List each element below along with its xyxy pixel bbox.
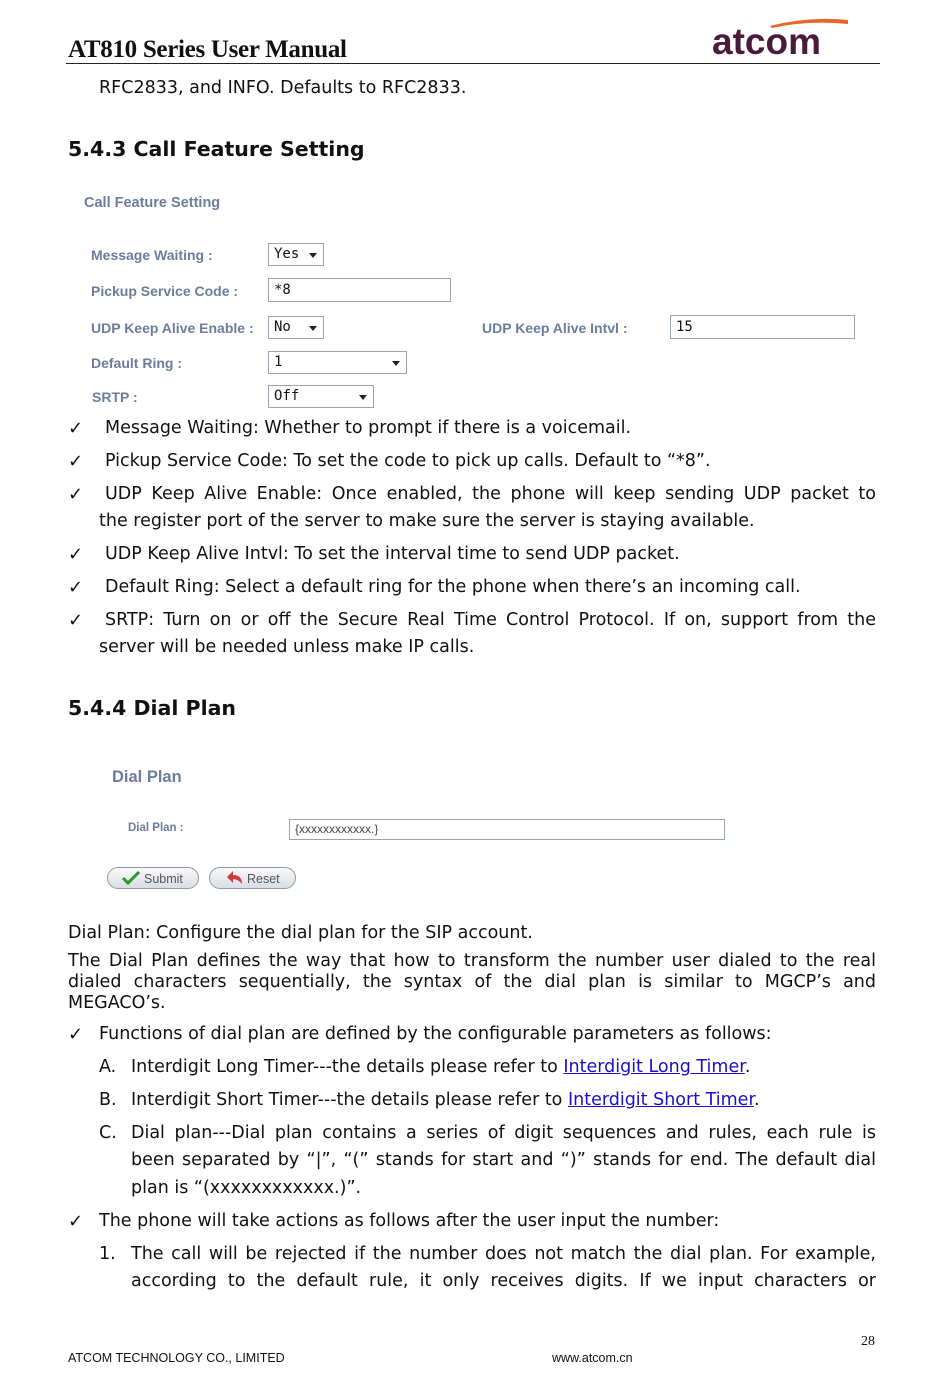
bullet-udp-enable: UDP Keep Alive Enable: Once enabled, the phone will keep sending UDP packet to (105, 484, 876, 504)
srtp-select[interactable] (268, 385, 374, 408)
item-c-line1: Dial plan---Dial plan contains a series of digit sequences and rules, each rule is (131, 1123, 876, 1143)
undo-icon (226, 870, 244, 886)
item-c-line2: been separated by “|”, “(” stands for start and “)” stands for end. The default dial (131, 1150, 876, 1170)
chevron-down-icon (309, 326, 317, 331)
item-1-line1: The call will be rejected if the number does not match the dial plan. For example, (131, 1244, 876, 1264)
footer-company: ATCOM TECHNOLOGY CO., LIMITED (68, 1351, 285, 1365)
checkmark-icon: ✓ (68, 544, 84, 565)
bullet-udp-interval: UDP Keep Alive Intvl: To set the interval time to send UDP packet. (105, 544, 680, 564)
dial-plan-para2-line2: dialed characters sequentially, the syntax of the dial plan is similar to MGCP’s and (68, 972, 876, 992)
default-ring-value: 1 (274, 354, 283, 370)
dial-plan-label: Dial Plan : (128, 822, 184, 834)
intro-line: RFC2833, and INFO. Defaults to RFC2833. (99, 78, 467, 98)
submit-label: Submit (144, 872, 183, 886)
reset-label: Reset (247, 872, 280, 886)
item-b-end: . (754, 1090, 760, 1110)
dial-plan-para2-line1: The Dial Plan defines the way that how to transform the number user dialed to the real (68, 951, 876, 971)
dial-plan-para1: Dial Plan: Configure the dial plan for the SIP account. (68, 923, 533, 943)
item-a (131, 1057, 750, 1078)
item-1-marker: 1. (99, 1244, 116, 1264)
item-b-marker: B. (99, 1090, 117, 1110)
item-a-end: . (744, 1057, 751, 1077)
udp-keep-alive-label: UDP Keep Alive Enable : (91, 320, 254, 336)
bullet-actions: The phone will take actions as follows after the user input the number: (99, 1211, 720, 1231)
manual-title: AT810 Series User Manual (68, 36, 347, 63)
udp-keep-alive-select[interactable] (268, 316, 324, 339)
header-rule (66, 63, 880, 64)
bullet-pickup-code: Pickup Service Code: To set the code to pick up calls. Default to “*8”. (105, 451, 711, 471)
checkmark-icon: ✓ (68, 484, 84, 505)
bullet-default-ring: Default Ring: Select a default ring for the phone when there’s an incoming call. (105, 577, 801, 597)
checkmark-icon: ✓ (68, 418, 84, 439)
bullet-functions: Functions of dial plan are defined by the configurable parameters as follows: (99, 1024, 772, 1044)
checkmark-icon: ✓ (68, 610, 84, 631)
chevron-down-icon (392, 361, 400, 366)
interdigit-long-timer-link[interactable]: Interdigit Long Timer (563, 1057, 745, 1077)
footer-website: www.atcom.cn (552, 1351, 633, 1365)
dial-plan-input[interactable]: {xxxxxxxxxxxx.} (289, 819, 725, 840)
checkmark-icon: ✓ (68, 451, 84, 472)
bullet-srtp: SRTP: Turn on or off the Secure Real Time Control Protocol. If on, support from the (105, 610, 876, 630)
bullet-udp-enable-cont: the register port of the server to make sure the server is staying available. (99, 511, 755, 531)
checkmark-icon: ✓ (68, 1024, 84, 1045)
bullet-message-waiting: Message Waiting: Whether to prompt if there is a voicemail. (105, 418, 632, 438)
item-b (131, 1090, 760, 1111)
item-a-text: Interdigit Long Timer---the details please refer to (131, 1057, 564, 1077)
udp-interval-label: UDP Keep Alive Intvl : (482, 320, 628, 336)
default-ring-label: Default Ring : (91, 355, 182, 371)
srtp-value: Off (274, 388, 300, 404)
udp-interval-input[interactable]: 15 (670, 315, 855, 339)
item-b-text: Interdigit Short Timer---the details please refer to (131, 1090, 568, 1110)
message-waiting-value: Yes (274, 246, 300, 262)
item-c-line3: plan is “(xxxxxxxxxxxx.)”. (131, 1178, 362, 1198)
chevron-down-icon (359, 395, 367, 400)
message-waiting-label: Message Waiting : (91, 247, 213, 263)
section-heading-543: 5.4.3 Call Feature Setting (68, 137, 365, 161)
pickup-code-input[interactable]: *8 (268, 278, 451, 302)
udp-keep-alive-value: No (274, 319, 291, 335)
dial-plan-para2-line3: MEGACO’s. (68, 993, 166, 1013)
default-ring-select[interactable] (268, 351, 407, 374)
interdigit-short-timer-link[interactable]: Interdigit Short Timer (567, 1090, 755, 1110)
atcom-logo (708, 14, 858, 60)
bullet-srtp-cont: server will be needed unless make IP calls. (99, 637, 475, 657)
reset-button[interactable] (209, 867, 296, 889)
svg-text:atcom: atcom (712, 21, 821, 60)
dial-plan-panel-title: Dial Plan (112, 768, 182, 786)
message-waiting-select[interactable] (268, 243, 324, 266)
checkmark-icon (122, 871, 140, 885)
item-a-marker: A. (99, 1057, 117, 1077)
checkmark-icon: ✓ (68, 1211, 84, 1232)
call-feature-panel-title: Call Feature Setting (84, 195, 221, 211)
section-heading-544: 5.4.4 Dial Plan (68, 696, 237, 720)
page-number: 28 (861, 1334, 875, 1349)
chevron-down-icon (309, 253, 317, 258)
submit-button[interactable] (107, 867, 199, 889)
srtp-label: SRTP : (92, 389, 138, 405)
pickup-code-label: Pickup Service Code : (91, 283, 239, 299)
checkmark-icon: ✓ (68, 577, 84, 598)
item-1-line2: according to the default rule, it only receives digits. If we input characters or (131, 1271, 876, 1291)
item-c-marker: C. (99, 1123, 117, 1143)
